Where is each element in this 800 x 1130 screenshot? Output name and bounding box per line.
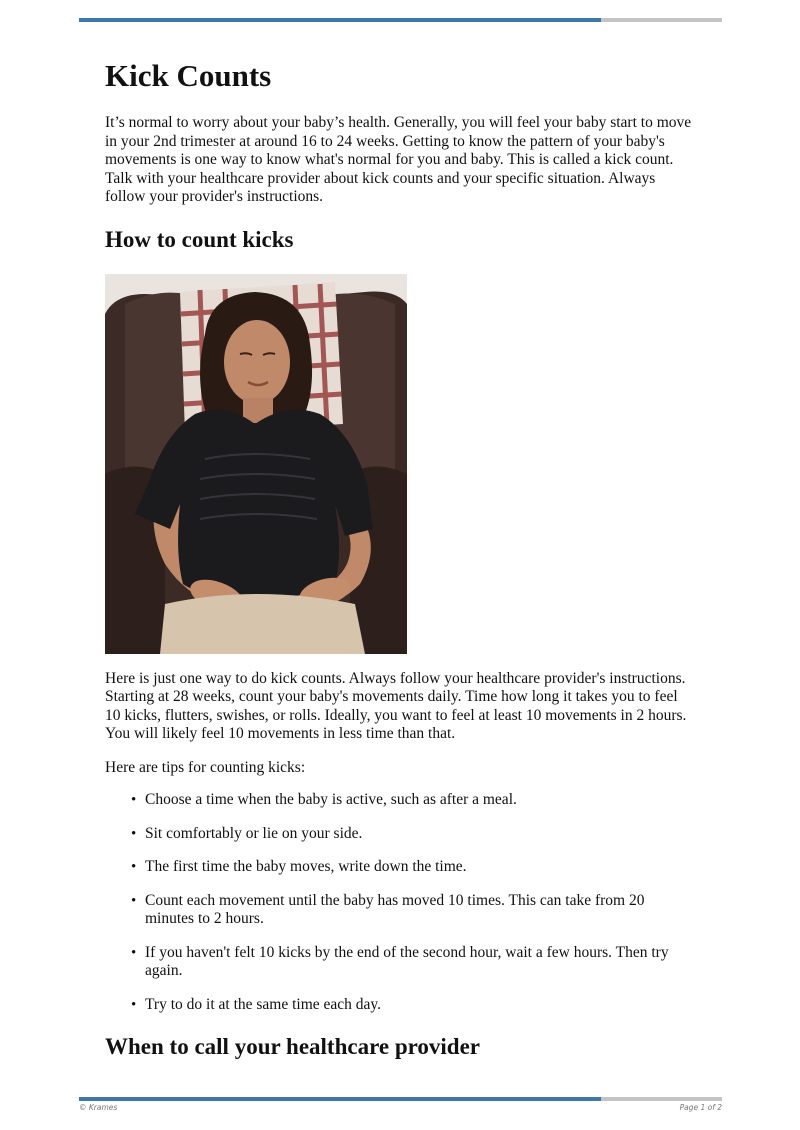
page-number: Page 1 of 2 <box>679 1103 722 1112</box>
footer-progress-bar <box>79 1097 722 1101</box>
tips-intro: Here are tips for counting kicks: <box>105 758 306 776</box>
tips-list <box>105 791 705 1014</box>
bullet-icon: • <box>131 996 137 1013</box>
bullet-icon: • <box>131 792 137 808</box>
bullet-icon: • <box>131 825 137 842</box>
tip-text: Count each movement until the baby has moved 10 times. This can take from 20 minutes to 2 hours. <box>145 891 645 927</box>
page-title: Kick Counts <box>105 58 272 93</box>
tip-text: Choose a time when the baby is active, such as after a meal. <box>145 791 517 808</box>
footer-bar-accent <box>79 1097 601 1101</box>
header-progress-bar <box>79 18 722 22</box>
list-item <box>105 825 695 844</box>
page-footer <box>79 1103 722 1115</box>
header-bar-accent <box>79 18 601 22</box>
document-content <box>105 40 705 1061</box>
bullet-icon: • <box>131 944 137 961</box>
list-item <box>105 791 695 810</box>
list-item <box>105 996 695 1015</box>
bullet-icon: • <box>131 892 137 909</box>
tip-text: Sit comfortably or lie on your side. <box>145 824 363 842</box>
intro-paragraph: It’s normal to worry about your baby’s health. Generally, you will feel your baby start to move in your 2nd trimester at around 16 to 24 weeks. Getting to know the pattern of your baby's movements is one way to know what's normal for you and baby. This is called a kick count. Talk with your healthcare provider about kick counts and your specific situation. Always follow your provider's instructions. <box>105 114 692 205</box>
list-item <box>105 858 695 877</box>
section-heading-when-to-call: When to call your healthcare provider <box>105 1034 481 1059</box>
header-bar-track <box>601 18 722 22</box>
footer-bar-track <box>601 1097 722 1101</box>
list-item <box>105 892 695 929</box>
tip-text: Try to do it at the same time each day. <box>145 995 382 1013</box>
copyright-text: © Krames <box>79 1103 118 1112</box>
tip-text: The first time the baby moves, write down the time. <box>145 858 467 875</box>
method-paragraph: Here is just one way to do kick counts. Always follow your healthcare provider's instructions. Starting at 28 weeks, count your baby's movements daily. Time how long it takes you to feel 10 kicks, flutters, swishes, or rolls. Ideally, you want to feel at least 10 movements in 2 hours. You will likely feel 10 movements in less time than that. <box>105 669 687 742</box>
section-heading-how-to-count: How to count kicks <box>105 226 294 252</box>
pregnant-woman-photo <box>105 274 407 654</box>
bullet-icon: • <box>131 859 137 875</box>
list-item <box>105 944 695 981</box>
tip-text: If you haven't felt 10 kicks by the end of the second hour, wait a few hours. Then try again. <box>145 943 669 979</box>
